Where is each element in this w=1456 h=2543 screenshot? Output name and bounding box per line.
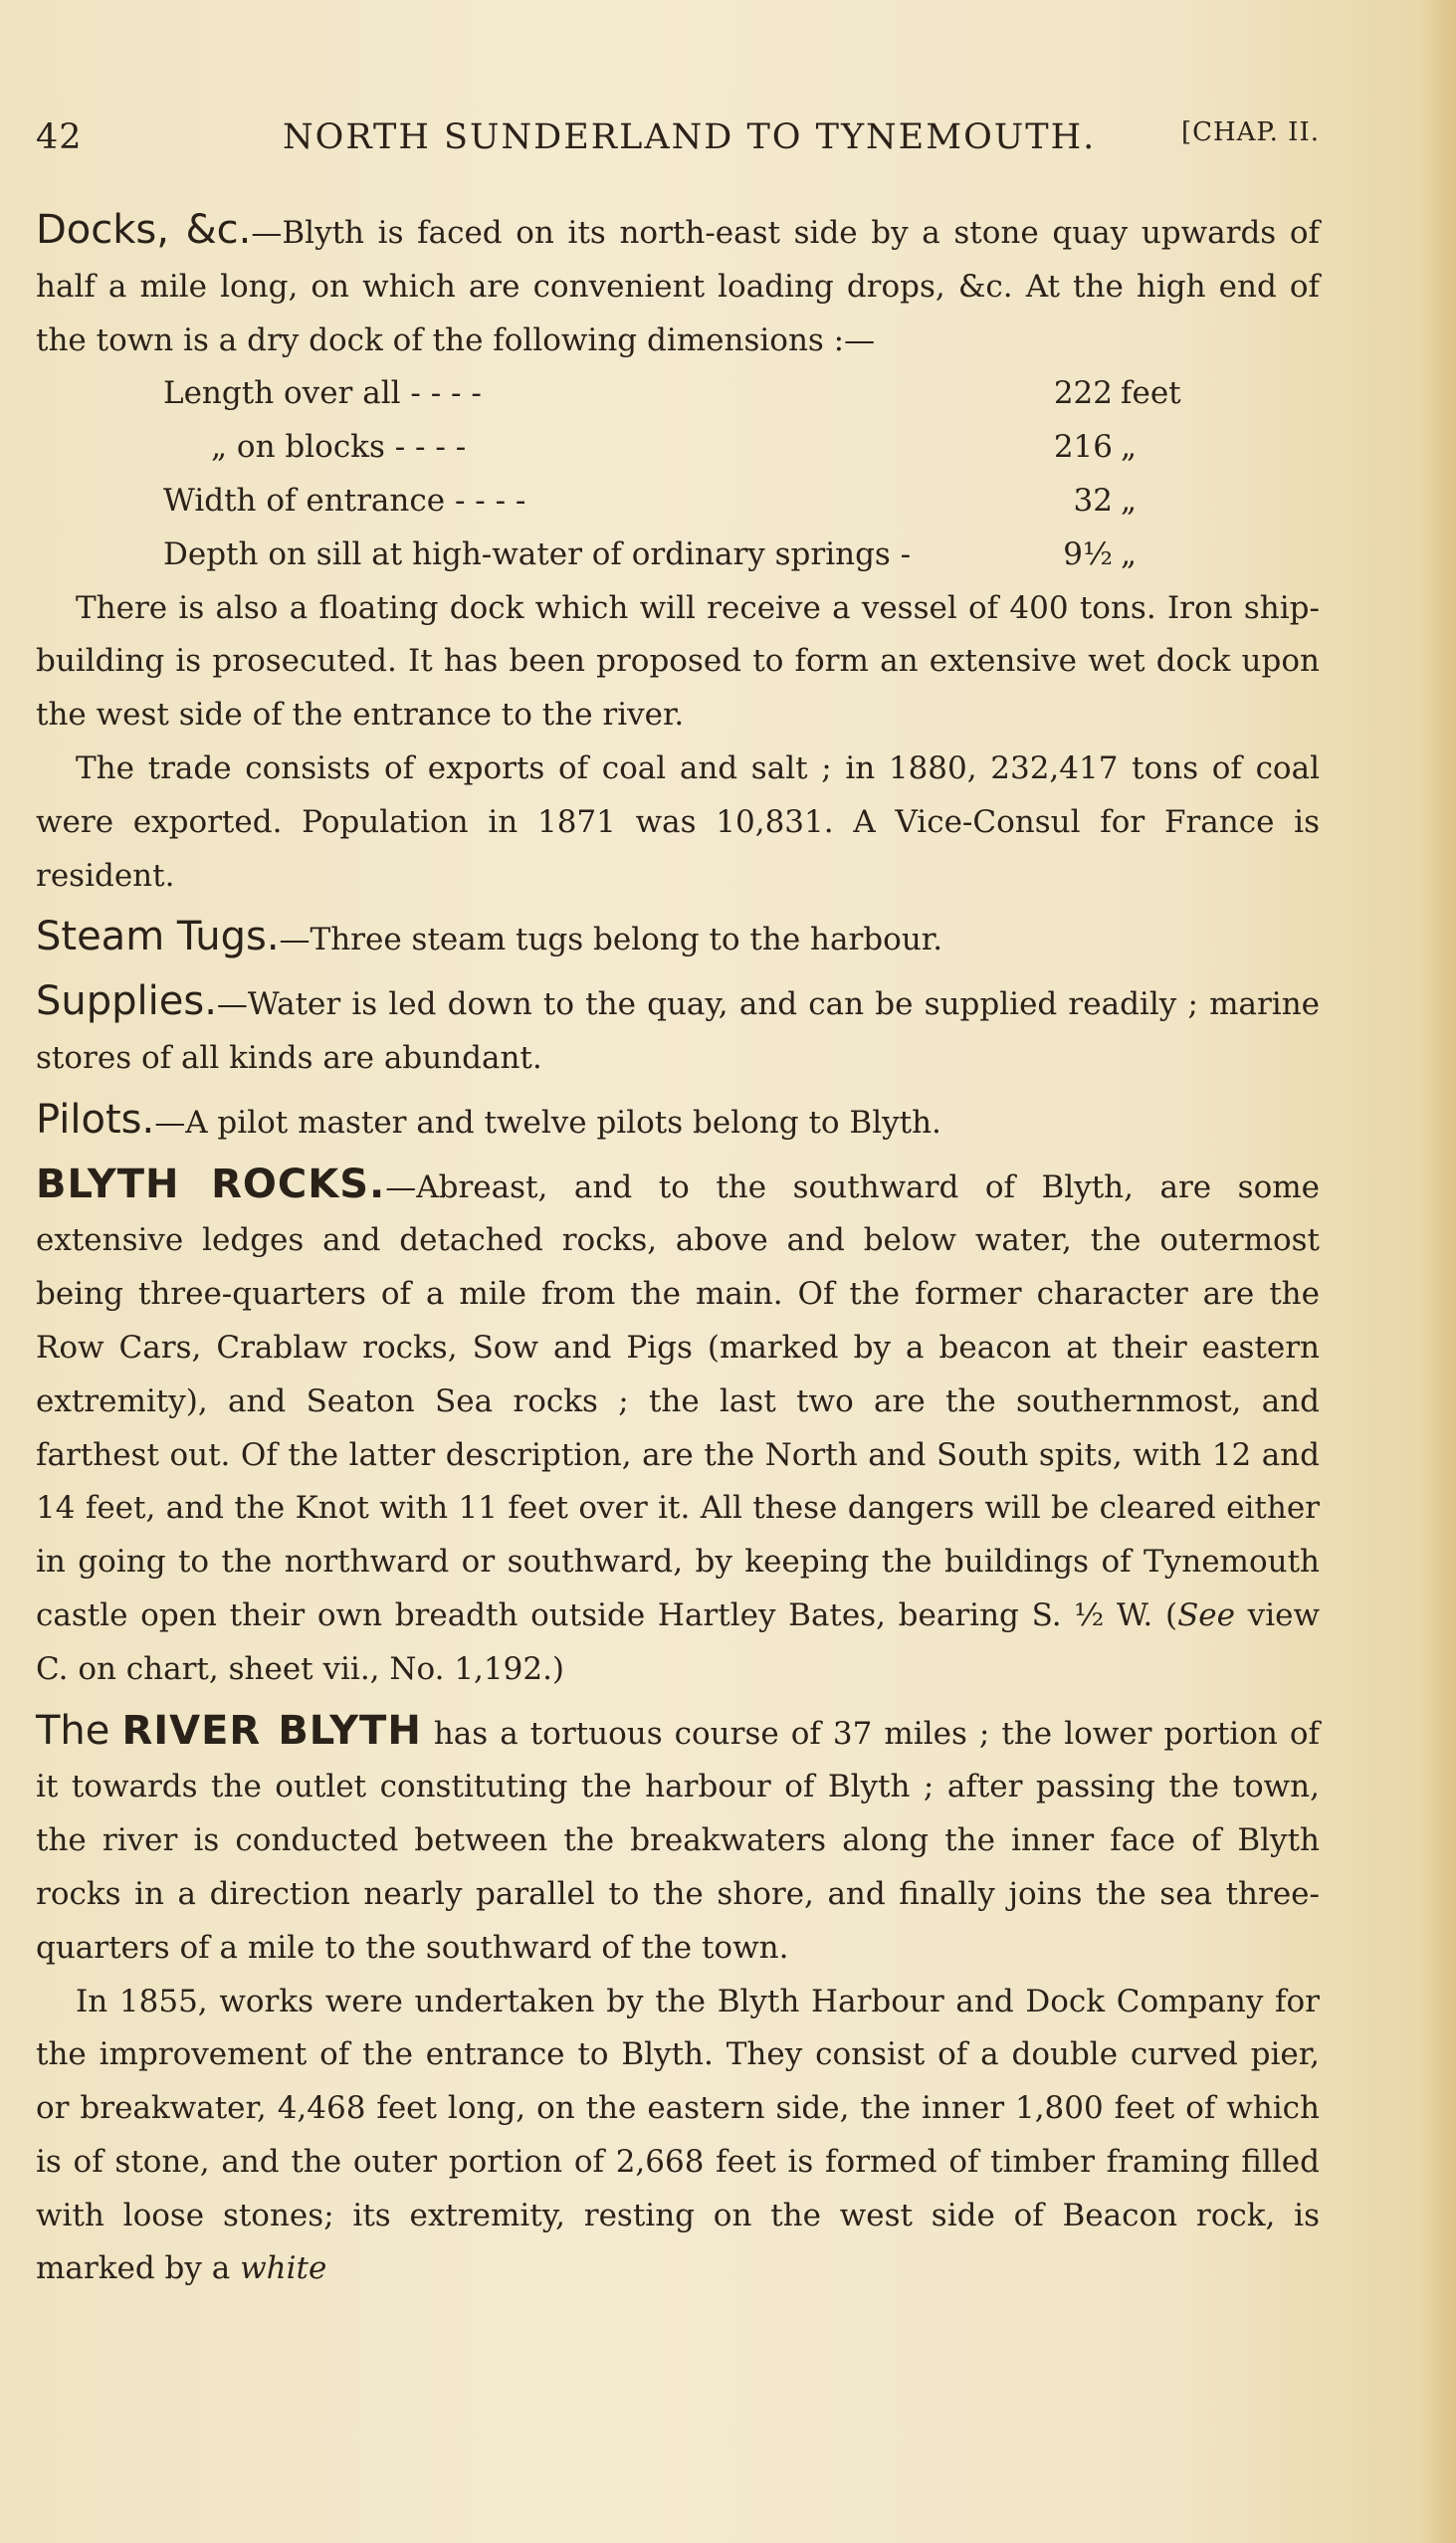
blyth-rocks-paragraph: BLYTH ROCKS.—Abreast, and to the southward of Blyth, are some extensive ledges and detached rocks, above and below water, the outermost being three-quarters of a mile from the main. Of the former character are the Row Cars, Crablaw rocks, Sow and Pigs (marked by a beacon at their eastern extremity), and Seaton Sea rocks ; the last two are the southernmost, and farthest out. Of the latter description, are the North and South spits, with 12 and 14 feet, and the Knot with 11 feet over it. All these dangers will be cleared either in going to the northward or southward, by keeping the buildings of Tynemouth castle open their own breadth outside Hartley Bates, bearing S. ½ W. (See view C. on chart, sheet vii., No. 1,192.) (36, 1161, 1321, 1687)
page-edge (1420, 0, 1456, 2543)
river-heading-the: The (36, 1707, 110, 1754)
trade-paragraph: The trade consists of exports of coal and salt ; in 1880, 232,417 tons of coal were exported. Population in 1871 was 10,831. A Vice-Consul for France is resident. (36, 749, 1320, 894)
works-paragraph: In 1855, works were undertaken by the Blyth Harbour and Dock Company for the improvement of the entrance to Blyth. They consist of a double curved pier, or breakwater, 4,468 feet long, on the eastern side, the inner 1,800 feet of which is of stone, and the outer portion of 2,668 feet is formed of timber framing filled with loose stones; its extremity, resting on the west side of Beacon rock, is marked by a white (36, 1983, 1320, 2287)
steam-tugs-paragraph: Steam Tugs.—Three steam tugs belong to the harbour. (36, 914, 943, 960)
docks-paragraph: Docks, &c.—Blyth is faced on its north-east side by a stone quay upwards of half a mile long, on which are convenient loading drops, &c. At the high end of the town is a dry dock of the following dimensions :— (36, 207, 1320, 358)
docks-heading: Docks, &c. (36, 207, 252, 253)
page-number: 42 (36, 117, 83, 157)
floating-dock-paragraph: There is also a floating dock which will receive a vessel of 400 tons. Iron ship-building is prosecuted. It has been proposed to form an extensive wet dock upon the west side of the entrance to the river. (36, 589, 1320, 734)
body-text (36, 204, 1320, 2296)
dimension-row: „ on blocks - - - - 216 „ (211, 429, 1138, 466)
river-blyth-heading: RIVER BLYTH (121, 1707, 422, 1754)
supplies-paragraph: Supplies.—Water is led down to the quay, and can be supplied readily ; marine stores of all kinds are abundant. (36, 978, 1320, 1076)
dimension-row: Depth on sill at high-water of ordinary springs - 9½ „ (163, 535, 1138, 572)
dimension-row: Width of entrance - - - - 32 „ (163, 482, 1138, 519)
supplies-heading: Supplies. (36, 978, 217, 1025)
page-header (36, 117, 1320, 177)
chapter-label: [CHAP. II. (1180, 117, 1320, 147)
steam-tugs-heading: Steam Tugs. (36, 914, 280, 960)
river-blyth-paragraph: The RIVER BLYTH has a tortuous course of 37 miles ; the lower portion of it towards the outlet constituting the harbour of Blyth ; after passing the town, the river is conducted between the breakwaters along the inner face of Blyth rocks in a direction nearly parallel to the shore, and finally joins the sea three-quarters of a mile to the southward of the town. (36, 1707, 1320, 1966)
pilots-heading: Pilots. (36, 1096, 155, 1143)
pilots-paragraph: Pilots.—A pilot master and twelve pilots belong to Blyth. (36, 1096, 941, 1143)
dry-dock-dimensions (163, 367, 1230, 581)
blyth-rocks-heading: BLYTH ROCKS. (36, 1161, 386, 1207)
dimension-row: Length over all - - - - 222 feet (163, 375, 1181, 412)
running-title: NORTH SUNDERLAND TO TYNEMOUTH. (283, 117, 1097, 157)
